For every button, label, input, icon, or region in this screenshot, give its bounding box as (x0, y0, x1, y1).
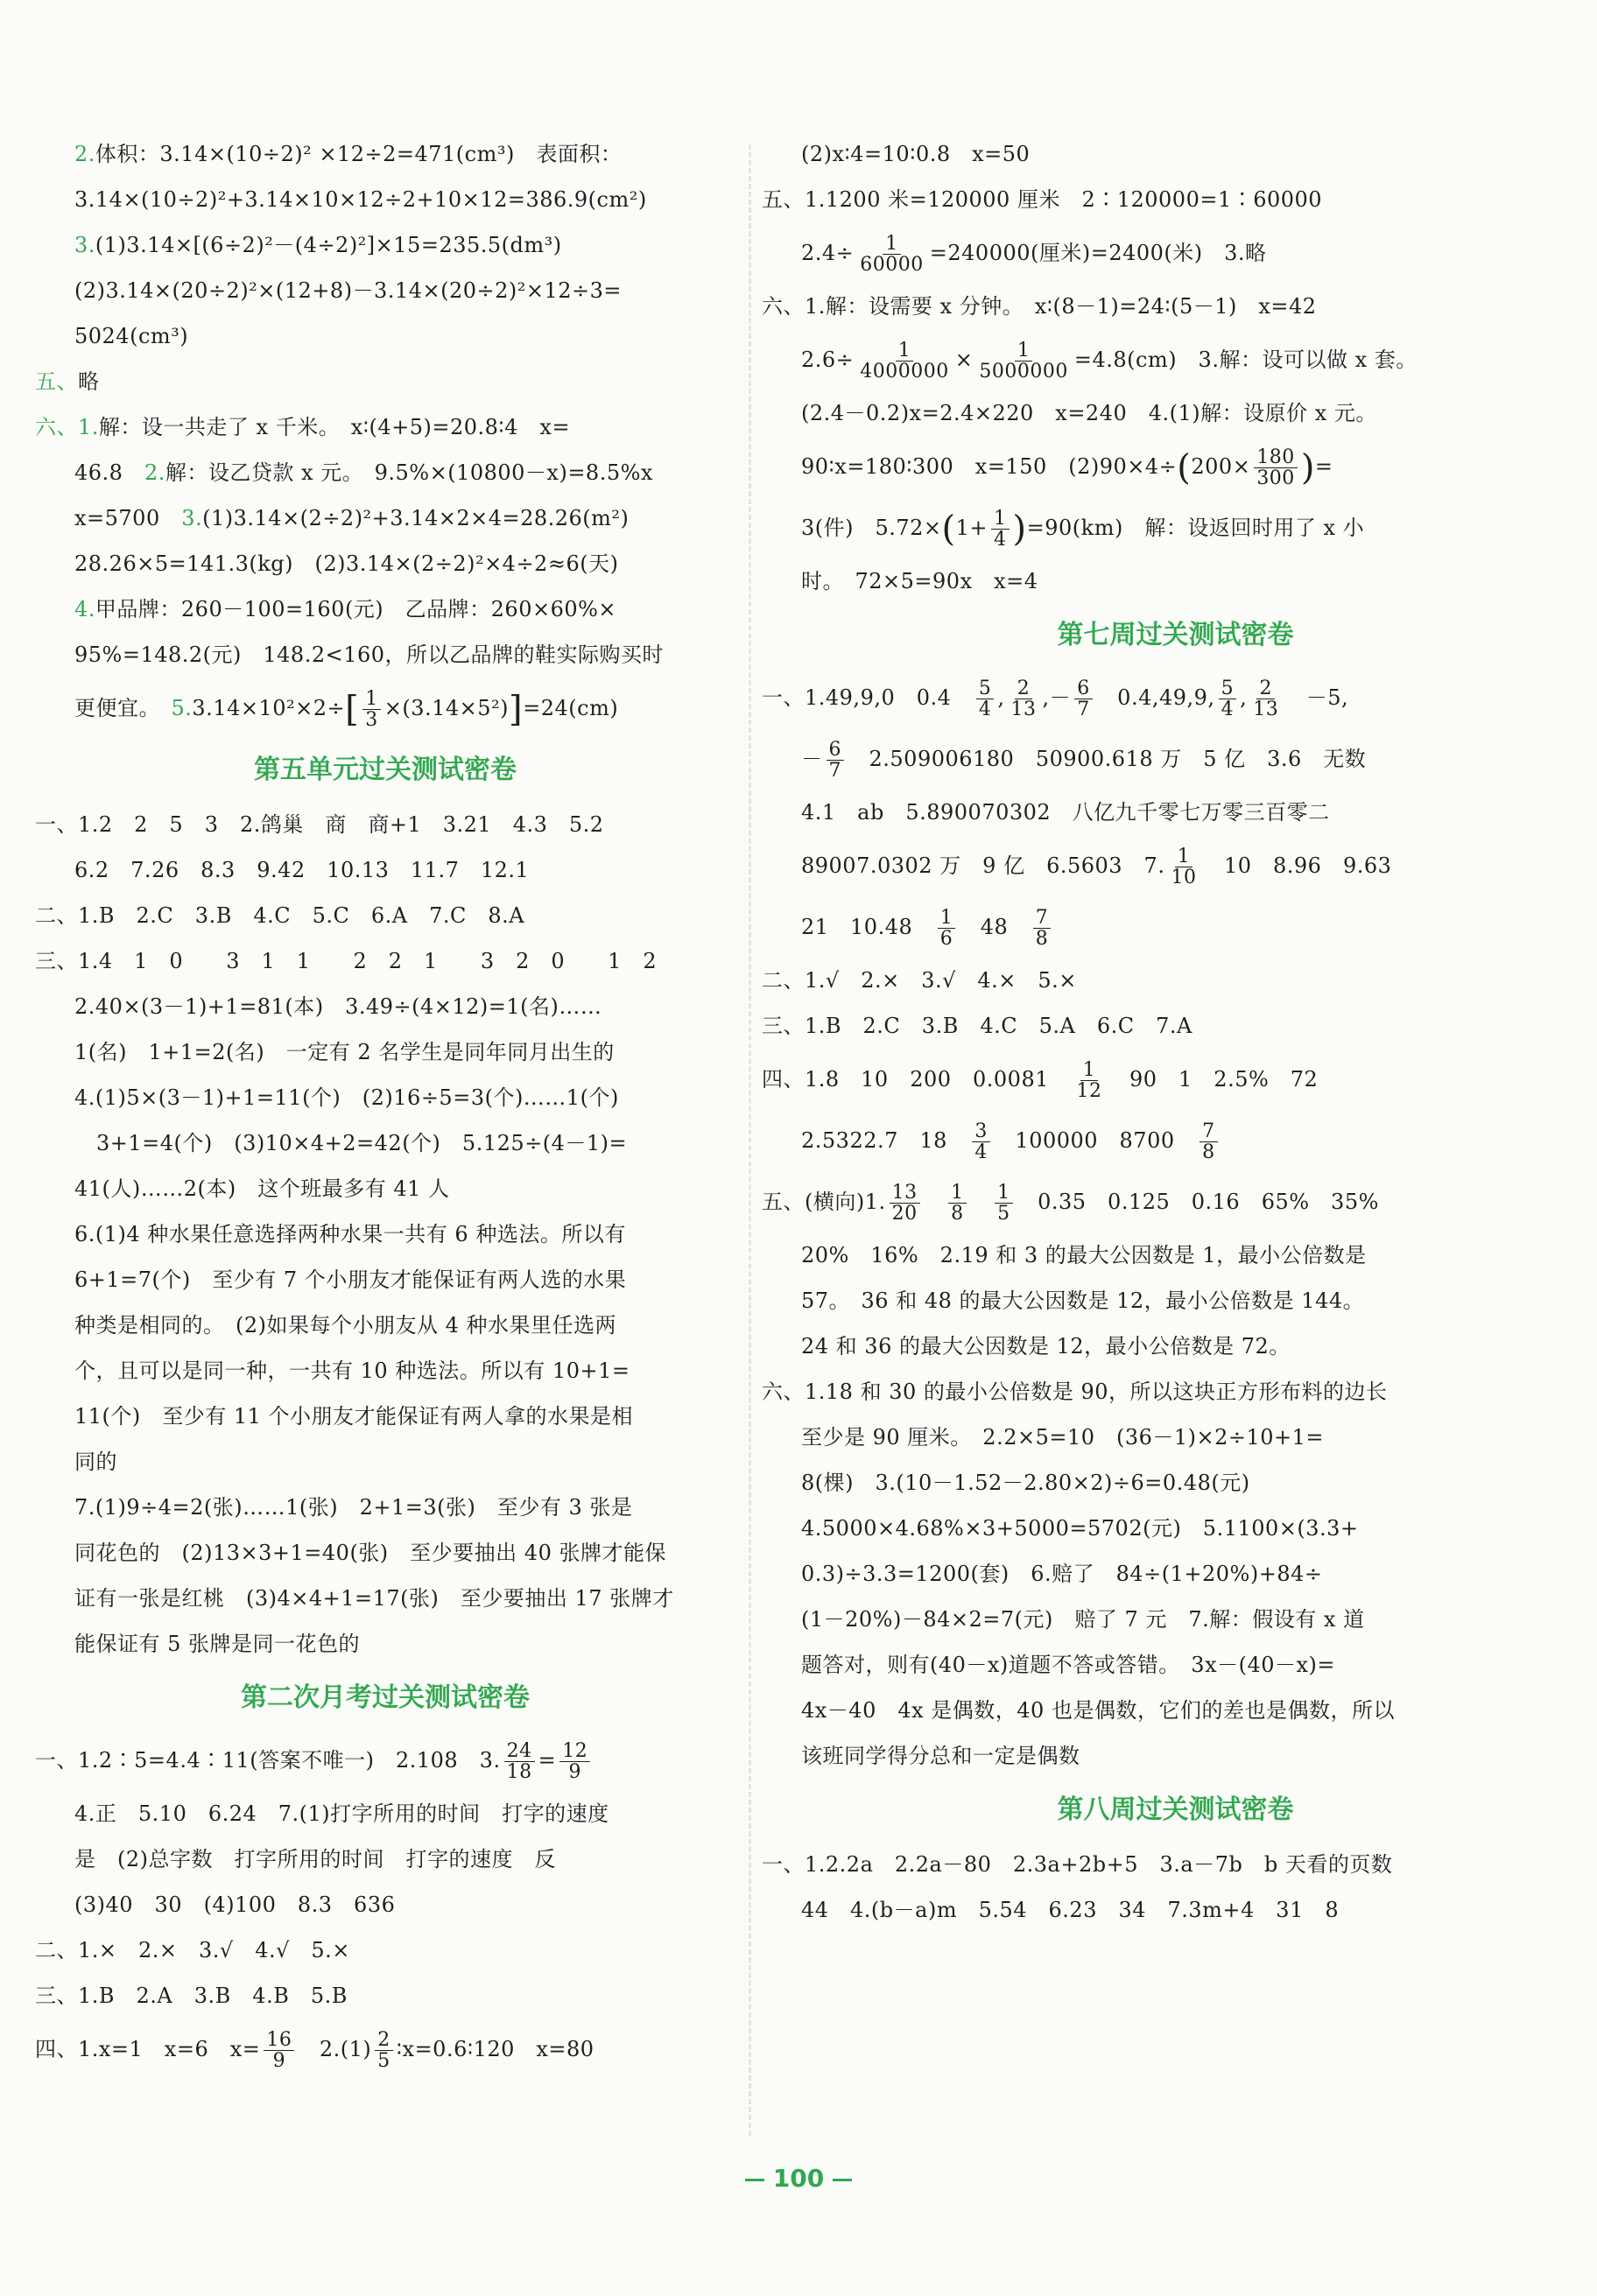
answer-line: 题答对，则有(40－x)道题不答或答错。 3x－(40－x)= (801, 1653, 1336, 1677)
answer-line: x=5700 3.(1)3.14×(2÷2)²+3.14×2×4=28.26(m²) (74, 506, 630, 530)
answer-line: 个，且可以是同一种，一共有 10 种选法。所以有 10+1= (74, 1359, 630, 1383)
fraction: $\frac{7}{8}$ (1200, 1121, 1218, 1162)
answer-line: (2)x∶4=10∶0.8 x=50 (801, 142, 1031, 166)
fraction: $\frac{12}{9}$ (559, 1741, 590, 1782)
column-divider (749, 144, 751, 2136)
section-title: 第二次月考过关测试密卷 (241, 1682, 530, 1713)
answer-line: 2.40×(3－1)+1=81(本) 3.49÷(4×12)=1(名)…… (74, 994, 602, 1019)
fraction: $\frac{1}{5000000}$ (979, 339, 1068, 383)
answer-line: 二、1.√ 2.× 3.√ 4.× 5.× (762, 968, 1077, 993)
fraction: $\frac{1}{12}$ (1076, 1058, 1102, 1102)
answer-line: 二、1.B 2.C 3.B 4.C 5.C 6.A 7.C 8.A (35, 903, 525, 928)
fraction: $\frac{2}{13}$ (1010, 677, 1037, 720)
answer-line: (2)3.14×(20÷2)²×(12+8)－3.14×(20÷2)²×12÷3= (74, 278, 623, 303)
section-title: 第八周过关测试密卷 (1057, 1794, 1294, 1825)
fraction: $\frac{5}{4}$ (976, 678, 995, 720)
answer-line: 24 和 36 的最大公因数是 12，最小公倍数是 72。 (801, 1334, 1291, 1359)
answer-line: 更便宜。 5.3.14×10²×2÷[ $\frac{1}{3}$ ×(3.14×5²)]=24(cm) (74, 687, 619, 731)
fraction: $\frac{16}{9}$ (264, 2030, 294, 2071)
answer-line: 同的 (74, 1450, 117, 1474)
answer-line: 该班同学得分总和一定是偶数 (801, 1744, 1080, 1768)
answer-line: (2.4－0.2)x=2.4×220 x=240 4.(1)解：设原价 x 元。 (801, 401, 1377, 425)
answer-line: 二、1.× 2.× 3.√ 4.√ 5.× (35, 1938, 350, 1962)
answer-line: 11(个) 至少有 11 个小朋友才能保证有两人拿的水果是相 (74, 1404, 634, 1429)
answer-line: 一、1.2∶5=4.4∶11(答案不唯一) 2.108 3. $\frac{24}{18}$ = $\frac{12}{9}$ (35, 1730, 735, 1791)
answer-line: (1－20%)－84×2=7(元) 赔了 7 元 7.解：假设有 x 道 (801, 1607, 1365, 1632)
answer-line: 种类是相同的。 (2)如果每个小朋友从 4 种水果里任选两 (74, 1313, 617, 1338)
answer-line: 一、1.2 2 5 3 2.鸽巢 商 商+1 3.21 4.3 5.2 (35, 812, 604, 837)
fraction: $\frac{3}{4}$ (972, 1121, 990, 1162)
answer-line: 2.4÷ $\frac{1}{60000}$ =240000(厘米)=2400(米) 3.略 (801, 232, 1267, 276)
answer-line: 三、1.B 2.A 3.B 4.B 5.B (35, 1984, 348, 2008)
answer-line: 是 (2)总字数 打字所用的时间 打字的速度 反 (74, 1847, 556, 1871)
answer-line: 2.5322.7 18 $\frac{3}{4}$ 100000 8700 $\frac{7}{8}$ (762, 1110, 1589, 1171)
fraction: $\frac{1}{10}$ (1171, 845, 1197, 888)
answer-line: 4.甲品牌：260－100=160(元) 乙品牌：260×60%× (74, 597, 617, 621)
answer-line: 三、1.B 2.C 3.B 4.C 5.A 6.C 7.A (762, 1014, 1192, 1038)
fraction: $\frac{1}{6}$ (938, 908, 956, 949)
answer-line: 4.正 5.10 6.24 7.(1)打字所用的时间 打字的速度 (74, 1801, 609, 1826)
answer-line: 同花色的 (2)13×3+1=40(张) 至少要抽出 40 张牌才能保 (74, 1541, 666, 1565)
answer-line: 4.1 ab 5.890070302 八亿九千零七万零三百零二 (801, 800, 1330, 825)
answer-line: 五、略 (35, 369, 100, 394)
answer-line: 4x－40 4x 是偶数，40 也是偶数，它们的差也是偶数，所以 (801, 1698, 1395, 1723)
fraction: $\frac{1}{3}$ (362, 689, 381, 730)
answer-line: 6.2 7.26 8.3 9.42 10.13 11.7 12.1 (74, 858, 530, 882)
answer-line: 90∶x=180∶300 x=150 (2)90×4÷(200× $\frac{180}{300}$ )= (801, 446, 1333, 489)
answer-line: 3.(1)3.14×[(6÷2)²－(4÷2)²]×15=235.5(dm³) (74, 233, 562, 257)
answer-line: 44 4.(b－a)m 5.54 6.23 34 7.3m+4 31 8 (801, 1898, 1340, 1922)
answer-line: 3+1=4(个) (3)10×4+2=42(个) 5.125÷(4－1)= (96, 1131, 628, 1155)
fraction: $\frac{13}{20}$ (890, 1183, 920, 1224)
fraction: $\frac{1}{8}$ (948, 1183, 967, 1224)
answer-line: 至少是 90 厘米。 2.2×5=10 (36－1)×2÷10+1= (801, 1425, 1325, 1450)
answer-line: 8(棵) 3.(10－1.52－2.80×2)÷6=0.48(元) (801, 1471, 1250, 1495)
answer-line: 46.8 2.解：设乙贷款 x 元。 9.5%×(10800－x)=8.5%x (74, 460, 653, 485)
fraction: $\frac{6}{7}$ (827, 740, 845, 781)
answer-line: 28.26×5=141.3(kg) (2)3.14×(2÷2)²×4÷2≈6(天) (74, 551, 619, 576)
answer-line: 三、1.4 1 0 3 1 1 2 2 1 3 2 0 1 2 (35, 949, 658, 973)
answer-line: 57。 36 和 48 的最大公因数是 12，最小公倍数是 144。 (801, 1288, 1365, 1313)
answer-line: 6+1=7(个) 至少有 7 个小朋友才能保证有两人选的水果 (74, 1267, 627, 1292)
answer-line: 4.(1)5×(3－1)+1=11(个) (2)16÷5=3(个)……1(个) (74, 1085, 619, 1110)
answer-line: 六、1.解：设需要 x 分钟。 x∶(8－1)=24∶(5－1) x=42 (762, 294, 1317, 319)
answer-line: 五、(横向)1. $\frac{13}{20}$ $\frac{1}{8}$ $\frac{1}{5}$ 0.35 0.125 0.16 65% 35% (762, 1181, 1379, 1225)
fraction: $\frac{5}{4}$ (1219, 678, 1237, 720)
section-title: 第七周过关测试密卷 (1057, 620, 1294, 650)
section-title: 第五单元过关测试密卷 (254, 755, 517, 785)
answer-line: 四、1.x=1 x=6 x= $\frac{16}{9}$ 2.(1) $\frac{2}{5}$ ∶x=0.6∶120 x=80 (35, 2028, 594, 2072)
answer-line: 3.14×(10÷2)²+3.14×10×12÷2+10×12=386.9(cm²) (74, 187, 647, 212)
answer-line: 六、1.18 和 30 的最小公倍数是 90，所以这块正方形布料的边长 (762, 1380, 1388, 1404)
answer-line: － $\frac{6}{7}$ 2.509006180 50900.618 万 5 亿 3.6 无数 (801, 738, 1367, 782)
page-number: 100 (0, 2164, 1597, 2193)
answer-line: 能保证有 5 张牌是同一花色的 (74, 1632, 361, 1656)
answer-line: 一、1.49,9,0 0.4 $\frac{5}{4}$ , $\frac{2}{13}$ ,－ $\frac{6}{7}$ 0.4,49,9, $\frac{5}{4}$ , $\frac{2}{13}$ －5, (762, 677, 1349, 720)
fraction: $\frac{2}{13}$ (1253, 677, 1279, 720)
answer-line: 1(名) 1+1=2(名) 一定有 2 名学生是同年同月出生的 (74, 1040, 615, 1064)
fraction: $\frac{7}{8}$ (1033, 908, 1052, 949)
fraction: $\frac{1}{4000000}$ (860, 339, 949, 383)
answer-line: 6.(1)4 种水果任意选择两种水果一共有 6 种选法。所以有 (74, 1222, 626, 1246)
fraction: $\frac{1}{5}$ (995, 1183, 1013, 1224)
answer-line: 一、1.2.2a 2.2a－80 2.3a+2b+5 3.a－7b b 天看的页数 (762, 1852, 1393, 1877)
answer-line: 41(人)……2(本) 这个班最多有 41 人 (74, 1176, 450, 1201)
answer-line: 时。 72×5=90x x=4 (801, 569, 1038, 593)
answer-line: 21 10.48 $\frac{1}{6}$ 48 $\frac{7}{8}$ (762, 896, 1589, 958)
fraction: $\frac{180}{300}$ (1254, 447, 1298, 488)
fraction: $\frac{24}{18}$ (504, 1741, 535, 1782)
right-column (762, 131, 1589, 1933)
answer-line: 89007.0302 万 9 亿 6.5603 7. $\frac{1}{10}$ 10 8.96 9.63 (801, 845, 1392, 888)
fraction: $\frac{1}{60000}$ (860, 232, 924, 276)
answer-line: 95%=148.2(元) 148.2<160，所以乙品牌的鞋实际购买时 (74, 642, 665, 667)
fraction: $\frac{1}{4}$ (991, 509, 1010, 550)
answer-line: 2.体积：3.14×(10÷2)² ×12÷2=471(cm³) 表面积： (74, 142, 623, 166)
fraction: $\frac{6}{7}$ (1074, 678, 1093, 720)
answer-line: 7.(1)9÷4=2(张)……1(张) 2+1=3(张) 至少有 3 张是 (74, 1495, 633, 1520)
answer-line: 20% 16% 2.19 和 3 的最大公因数是 1，最小公倍数是 (801, 1243, 1367, 1267)
answer-line: 4.5000×4.68%×3+5000=5702(元) 5.1100×(3.3+ (801, 1516, 1359, 1541)
answer-line: 六、1.解：设一共走了 x 千米。 x∶(4+5)=20.8∶4 x= (35, 415, 571, 439)
answer-line: 四、1.8 10 200 0.0081 $\frac{1}{12}$ 90 1 2.5% 72 (762, 1058, 1319, 1102)
answer-line: 0.3)÷3.3=1200(套) 6.赔了 84÷(1+20%)+84÷ (801, 1562, 1323, 1586)
answer-line: 5024(cm³) (74, 324, 189, 348)
answer-line: 五、1.1200 米=120000 厘米 2∶120000=1∶60000 (762, 187, 1323, 212)
answer-line: (3)40 30 (4)100 8.3 636 (74, 1892, 396, 1917)
fraction: $\frac{2}{5}$ (375, 2030, 393, 2071)
answer-line: 3(件) 5.72×(1+ $\frac{1}{4}$ )=90(km) 解：设返回时用了 x 小 (801, 507, 1365, 551)
left-column (35, 131, 735, 2080)
answer-line: 2.6÷ $\frac{1}{4000000}$ × $\frac{1}{5000000}$ =4.8(cm) 3.解：设可以做 x 套。 (801, 339, 1418, 383)
answer-line: 证有一张是红桃 (3)4×4+1=17(张) 至少要抽出 17 张牌才 (74, 1586, 674, 1611)
